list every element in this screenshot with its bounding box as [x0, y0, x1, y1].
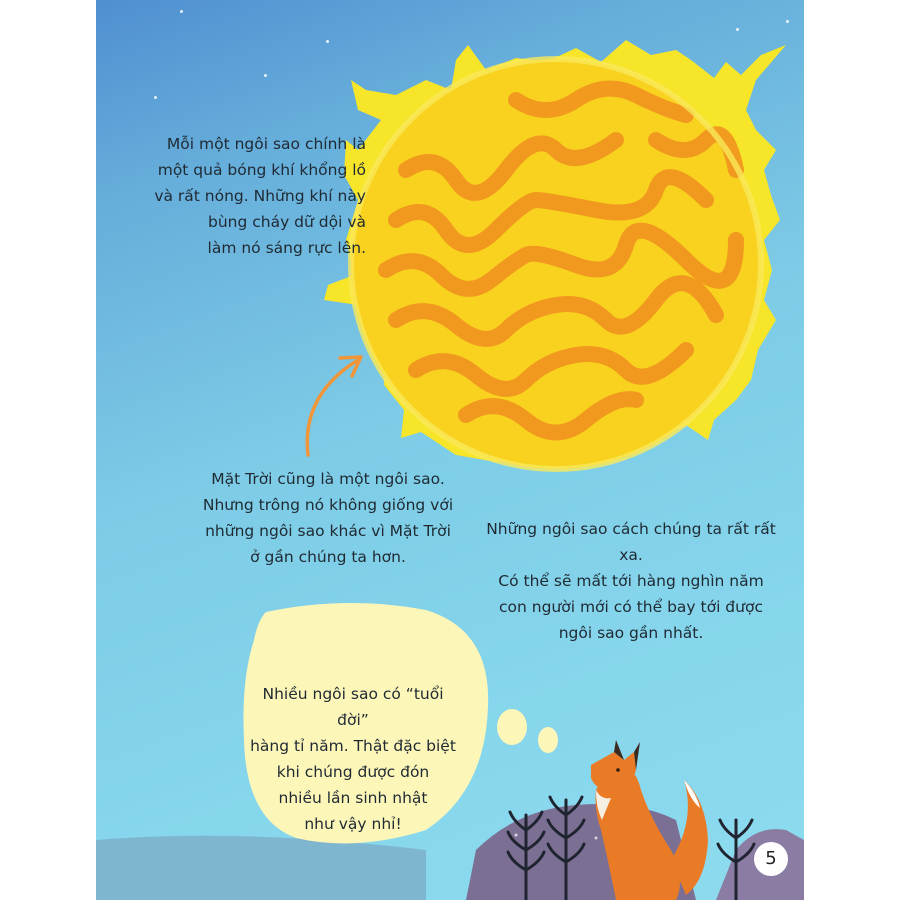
fox-eye	[616, 768, 620, 772]
arrow-icon	[307, 357, 361, 455]
thought-bubble-dot	[497, 709, 527, 745]
thought-bubble-dot	[538, 727, 558, 753]
paragraph-far-stars: Những ngôi sao cách chúng ta rất rất xa. Có thể sẽ mất tới hàng nghìn năm con người mới có thể bay tới được ngôi sao gần nhất.	[486, 520, 776, 642]
ground	[96, 836, 426, 900]
sun-illustration	[324, 40, 786, 470]
page-number: 5	[754, 842, 788, 876]
paragraph-sun-star: Mặt Trời cũng là một ngôi sao. Nhưng trông nó không giống với những ngôi sao khác vì Mặt Trời ở gần chúng ta hơn.	[202, 470, 454, 566]
paragraph-star-gas: Mỗi một ngôi sao chính là một quả bóng khí khổng lồ và rất nóng. Những khí này bùng cháy dữ dội và làm nó sáng rực lên.	[154, 135, 366, 257]
paragraph-star-age: Nhiều ngôi sao có “tuổi đời” hàng tỉ năm. Thật đặc biệt khi chúng được đón nhiều lần sinh nhật như vậy nhỉ!	[250, 685, 456, 833]
book-page	[96, 0, 804, 900]
